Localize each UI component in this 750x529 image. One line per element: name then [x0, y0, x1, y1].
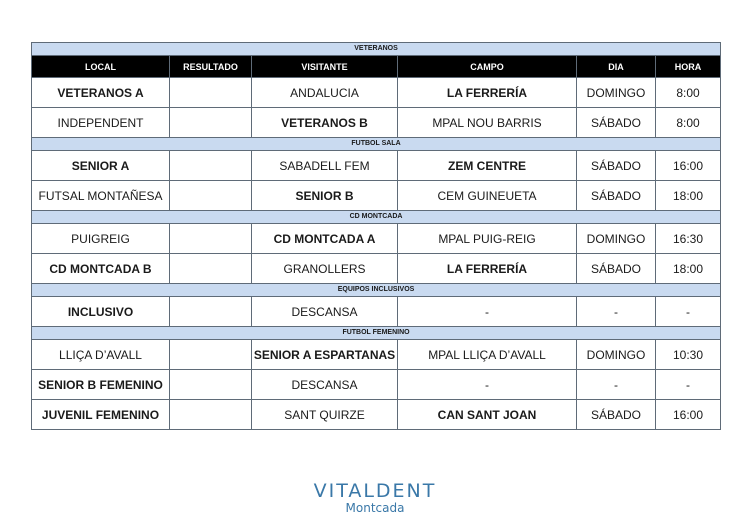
visitor-cell: DESCANSA [252, 297, 398, 327]
local-cell: VETERANOS A [32, 78, 170, 108]
section-header-veteranos [32, 43, 721, 56]
result-cell [170, 400, 252, 430]
section-header-futbol-sala [32, 138, 721, 151]
day-cell: DOMINGO [577, 78, 656, 108]
local-cell: SENIOR A [32, 151, 170, 181]
local-cell: LLIÇA D’AVALL [32, 340, 170, 370]
result-cell [170, 297, 252, 327]
day-cell: - [577, 297, 656, 327]
time-cell: 8:00 [656, 108, 721, 138]
result-cell [170, 151, 252, 181]
result-cell [170, 224, 252, 254]
logo-city: Montcada [345, 501, 405, 515]
match-row [32, 254, 721, 284]
result-cell [170, 78, 252, 108]
local-cell: SENIOR B FEMENINO [32, 370, 170, 400]
match-row [32, 370, 721, 400]
section-title: VETERANOS [32, 43, 721, 56]
column-header-row [32, 56, 721, 78]
logo-brand: VITALDENT [313, 480, 437, 502]
section-header-cd-montcada [32, 211, 721, 224]
day-cell: - [577, 370, 656, 400]
match-row [32, 297, 721, 327]
venue-cell: - [398, 297, 577, 327]
result-cell [170, 340, 252, 370]
col-header-hora: HORA [656, 56, 721, 78]
local-cell: FUTSAL MONTAÑESA [32, 181, 170, 211]
time-cell: 16:30 [656, 224, 721, 254]
venue-cell: MPAL NOU BARRIS [398, 108, 577, 138]
visitor-cell: GRANOLLERS [252, 254, 398, 284]
time-cell: 16:00 [656, 151, 721, 181]
venue-cell: ZEM CENTRE [398, 151, 577, 181]
local-cell: INDEPENDENT [32, 108, 170, 138]
venue-cell: CAN SANT JOAN [398, 400, 577, 430]
visitor-cell: DESCANSA [252, 370, 398, 400]
day-cell: DOMINGO [577, 224, 656, 254]
result-cell [170, 254, 252, 284]
day-cell: DOMINGO [577, 340, 656, 370]
day-cell: SÁBADO [577, 181, 656, 211]
day-cell: SÁBADO [577, 108, 656, 138]
col-header-dia: DIA [577, 56, 656, 78]
venue-cell: CEM GUINEUETA [398, 181, 577, 211]
venue-cell: MPAL LLIÇA D’AVALL [398, 340, 577, 370]
col-header-campo: CAMPO [398, 56, 577, 78]
time-cell: 8:00 [656, 78, 721, 108]
venue-cell: MPAL PUIG-REIG [398, 224, 577, 254]
section-header-equipos-inclusivos [32, 284, 721, 297]
result-cell [170, 108, 252, 138]
day-cell: SÁBADO [577, 254, 656, 284]
visitor-cell: CD MONTCADA A [252, 224, 398, 254]
col-header-resultado: RESULTADO [170, 56, 252, 78]
match-row [32, 108, 721, 138]
visitor-cell: ANDALUCIA [252, 78, 398, 108]
local-cell: JUVENIL FEMENINO [32, 400, 170, 430]
match-row [32, 151, 721, 181]
visitor-cell: SABADELL FEM [252, 151, 398, 181]
col-header-local: LOCAL [32, 56, 170, 78]
time-cell: 16:00 [656, 400, 721, 430]
match-row [32, 400, 721, 430]
vitaldent-logo [0, 481, 750, 515]
section-title: FUTBOL SALA [32, 138, 721, 151]
section-header-futbol-femenino [32, 327, 721, 340]
section-title: FUTBOL FEMENINO [32, 327, 721, 340]
time-cell: 10:30 [656, 340, 721, 370]
match-row [32, 340, 721, 370]
schedule-table [31, 42, 721, 430]
visitor-cell: SENIOR B [252, 181, 398, 211]
match-row [32, 224, 721, 254]
section-title: CD MONTCADA [32, 211, 721, 224]
match-row [32, 78, 721, 108]
visitor-cell: SANT QUIRZE [252, 400, 398, 430]
time-cell: 18:00 [656, 254, 721, 284]
time-cell: - [656, 297, 721, 327]
result-cell [170, 181, 252, 211]
visitor-cell: SENIOR A ESPARTANAS [252, 340, 398, 370]
match-row [32, 181, 721, 211]
venue-cell: LA FERRERÍA [398, 254, 577, 284]
time-cell: - [656, 370, 721, 400]
local-cell: INCLUSIVO [32, 297, 170, 327]
section-title: EQUIPOS INCLUSIVOS [32, 284, 721, 297]
col-header-visitante: VISITANTE [252, 56, 398, 78]
result-cell [170, 370, 252, 400]
day-cell: SÁBADO [577, 151, 656, 181]
venue-cell: - [398, 370, 577, 400]
day-cell: SÁBADO [577, 400, 656, 430]
local-cell: PUIGREIG [32, 224, 170, 254]
time-cell: 18:00 [656, 181, 721, 211]
local-cell: CD MONTCADA B [32, 254, 170, 284]
visitor-cell: VETERANOS B [252, 108, 398, 138]
venue-cell: LA FERRERÍA [398, 78, 577, 108]
